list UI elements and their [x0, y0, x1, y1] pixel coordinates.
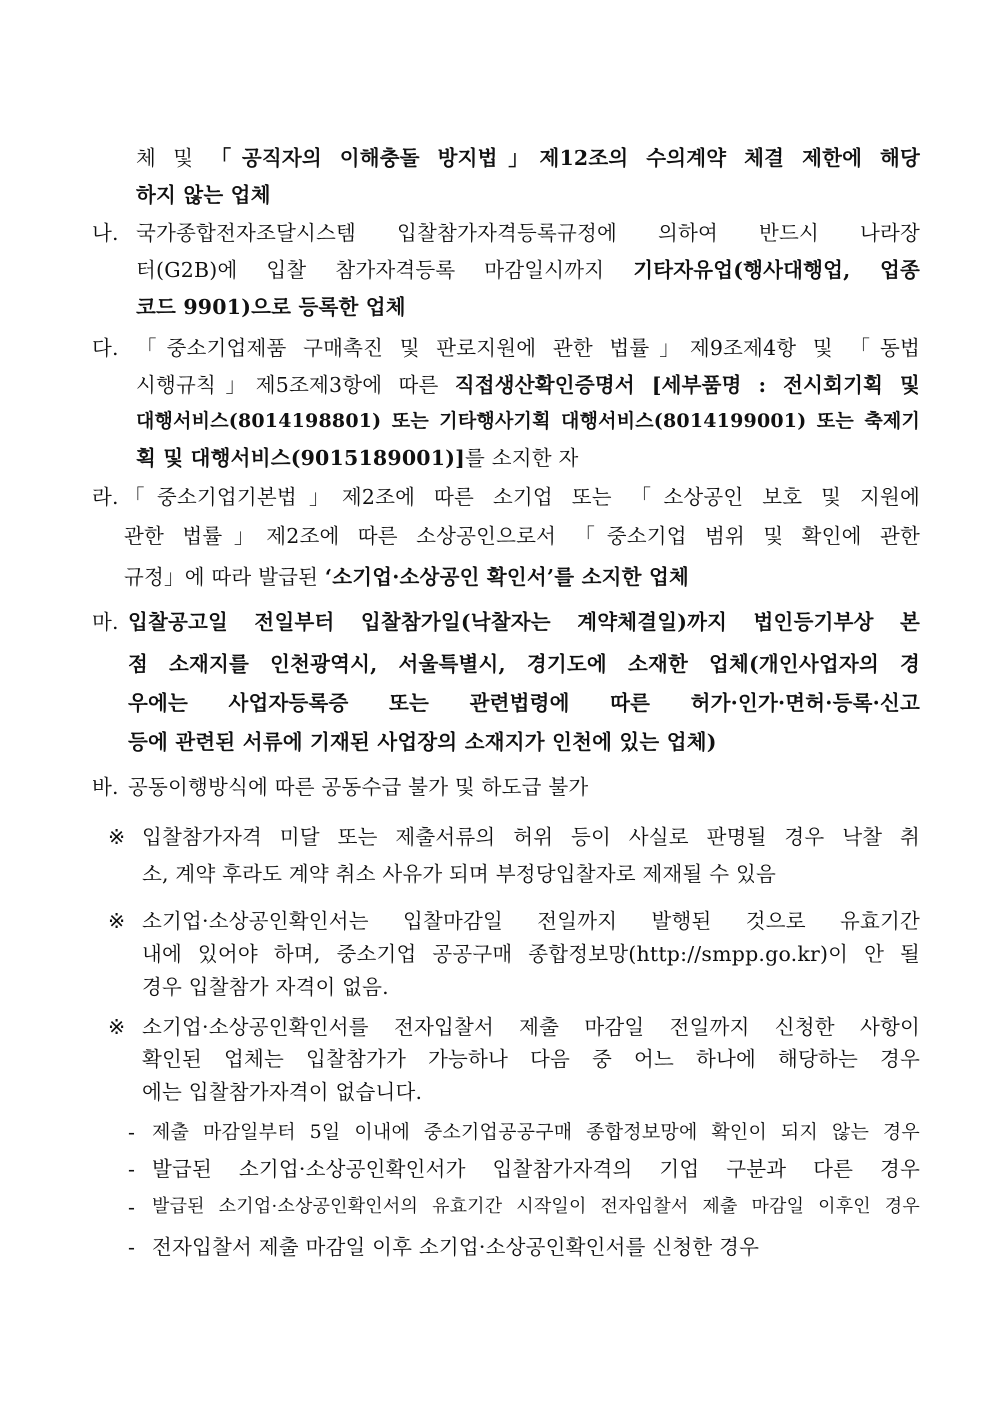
item-ba-line-1: 공동이행방식에 따른 공동수급 불가 및 하도급 불가 — [128, 775, 589, 799]
dash-1-mark: - — [128, 1120, 136, 1144]
cont-line-2 — [136, 180, 271, 210]
item-marker-na: 나. — [92, 221, 119, 245]
item-ma-line-3: 우에는 사업자등록증 또는 관련법령에 따른 허가·인가·면허·등록·신고 — [128, 691, 920, 715]
item-da-bold-text: 대행서비스(8014198801) 또는 기타행사기획 대행서비스(8014199001) 또는 축제기 — [136, 410, 920, 432]
note-3-mark: ※ — [108, 1015, 126, 1039]
cont-bold-text: 하지 않는 업체 — [136, 183, 271, 207]
item-ra-bold-text: ‘소기업·소상공인 확인서’를 소지한 업체 — [324, 565, 689, 589]
dash-2-mark: - — [128, 1157, 136, 1181]
item-na-line-3 — [136, 292, 406, 322]
note-3-line-1: 소기업·소상공인확인서를 전자입찰서 제출 마감일 전일까지 신청한 사항이 — [142, 1015, 920, 1039]
item-marker-ba: 바. — [92, 775, 119, 799]
note-1-line-2: 소, 계약 후라도 계약 취소 사유가 되며 부정당입찰자로 제재될 수 있음 — [142, 862, 776, 886]
item-ra-line-2: 관한 법률」제2조에 따른 소상공인으로서 「중소기업 범위 및 확인에 관한 — [124, 524, 920, 548]
item-ma-line-4: 등에 관련된 서류에 기재된 사업장의 소재지가 인천에 있는 업체) — [128, 730, 717, 754]
note-2-line-2: 내에 있어야 하며, 중소기업 공공구매 종합정보망(http://smpp.go.kr)이 안 될 — [142, 942, 920, 966]
note-1-mark: ※ — [108, 825, 126, 849]
dash-2-text: 발급된 소기업·소상공인확인서가 입찰참가자격의 기업 구분과 다른 경우 — [152, 1157, 920, 1181]
dash-3-text: 발급된 소기업·소상공인확인서의 유효기간 시작일이 전자입찰서 제출 마감일 이후인 경우 — [152, 1196, 920, 1217]
item-da-line-4 — [136, 443, 579, 473]
item-na-line-1: 국가종합전자조달시스템 입찰참가자격등록규정에 의하여 반드시 나라장 — [136, 221, 920, 245]
dash-1-text: 제출 마감일부터 5일 이내에 중소기업공공구매 종합정보망에 확인이 되지 않는 경우 — [152, 1121, 920, 1143]
item-ra-line-1: 「중소기업기본법」제2조에 따른 소기업 또는 「소상공인 보호 및 지원에 — [124, 485, 920, 509]
note-2-line-3: 경우 입찰참가 자격이 없음. — [142, 975, 389, 999]
item-marker-ra: 라. — [92, 485, 119, 509]
item-ma-line-2: 점 소재지를 인천광역시, 서울특별시, 경기도에 소재한 업체(개인사업자의 경 — [128, 652, 920, 676]
item-da-line-2 — [136, 370, 920, 400]
item-marker-da: 다. — [92, 336, 119, 360]
item-da-text: 를 소지한 자 — [465, 446, 579, 470]
note-2-mark: ※ — [108, 909, 126, 933]
note-3-line-3: 에는 입찰참가자격이 없습니다. — [142, 1080, 423, 1104]
item-ra-line-3 — [124, 562, 689, 592]
item-da-line-3 — [136, 406, 920, 436]
cont-bold-text: 「공직자의 이해충돌 방지법」제12조의 수의계약 체결 제한에 해당 — [210, 146, 920, 170]
item-na-line-2 — [136, 255, 920, 285]
cont-text: 체 및 — [136, 146, 194, 170]
item-da-bold-text: 직접생산확인증명서 [세부품명 : 전시회기획 및 — [454, 373, 921, 397]
dash-4-text: 전자입찰서 제출 마감일 이후 소기업·소상공인확인서를 신청한 경우 — [152, 1235, 760, 1259]
dash-3-mark: - — [128, 1195, 136, 1219]
item-ra-text: 규정」에 따라 발급된 — [124, 565, 319, 589]
item-ma-line-1: 입찰공고일 전일부터 입찰참가일(낙찰자는 계약체결일)까지 법인등기부상 본 — [128, 610, 920, 634]
cont-line-1 — [136, 143, 920, 173]
item-da-text: 시행규칙」제5조제3항에 따른 — [136, 373, 439, 397]
item-na-bold-text: 코드 9901)으로 등록한 업체 — [136, 295, 406, 319]
item-marker-ma: 마. — [92, 610, 119, 634]
item-na-text: 터(G2B)에 입찰 참가자격등록 마감일시까지 — [136, 258, 605, 282]
item-da-bold-text: 획 및 대행서비스(9015189001)] — [136, 446, 466, 470]
item-na-bold-text: 기타자유업(행사대행업, 업종 — [633, 258, 921, 282]
note-3-line-2: 확인된 업체는 입찰참가가 가능하나 다음 중 어느 하나에 해당하는 경우 — [142, 1047, 920, 1071]
note-1-line-1: 입찰참가자격 미달 또는 제출서류의 허위 등이 사실로 판명될 경우 낙찰 취 — [142, 825, 920, 849]
item-da-line-1: 「중소기업제품 구매촉진 및 판로지원에 관한 법률」제9조제4항 및 「동법 — [136, 336, 920, 360]
note-2-line-1: 소기업·소상공인확인서는 입찰마감일 전일까지 발행된 것으로 유효기간 — [142, 909, 920, 933]
dash-4-mark: - — [128, 1235, 136, 1259]
